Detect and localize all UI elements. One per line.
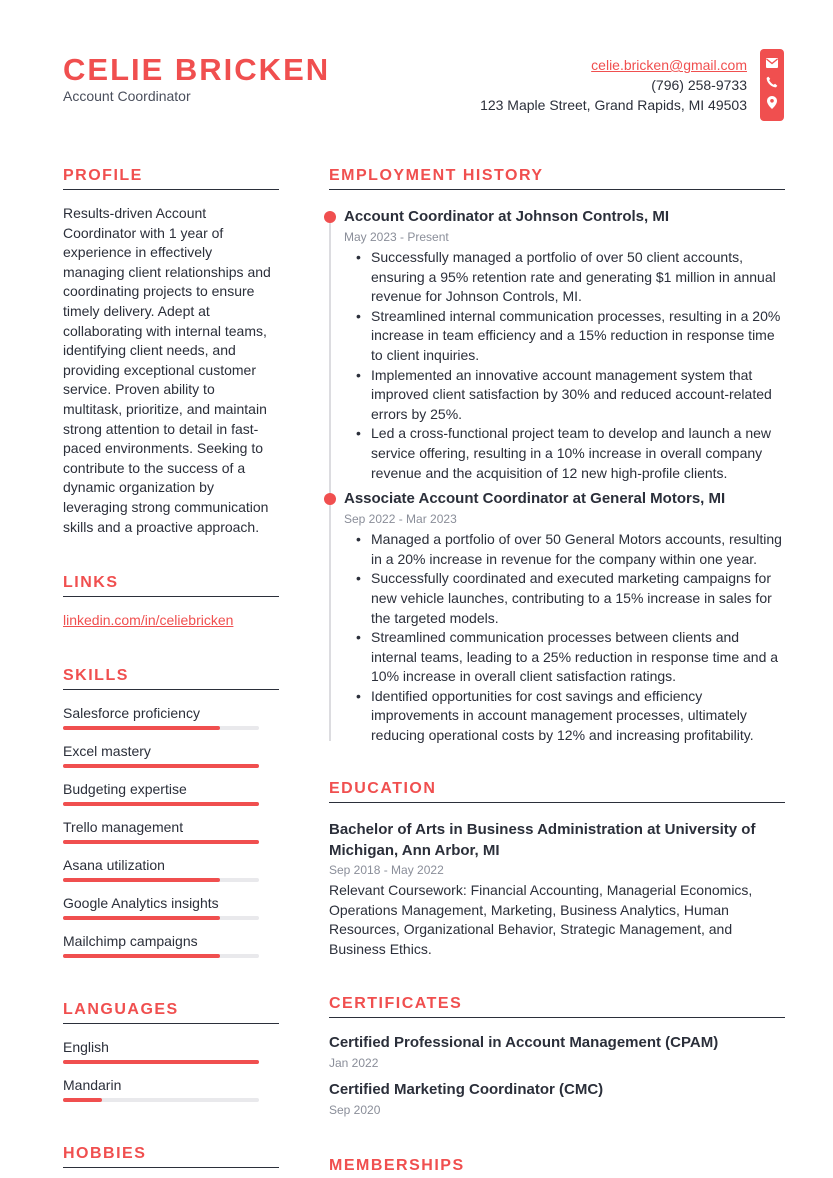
- skill-bar: [63, 878, 259, 882]
- job-title: Associate Account Coordinator at General Motors, MI: [344, 490, 726, 508]
- address: 123 Maple Street, Grand Rapids, MI 49503: [480, 97, 747, 113]
- skill-item: [63, 704, 279, 728]
- job-bullet: • Implemented an innovative account management system that improved client satisfaction by 30% and reduced account-related errors by 25%.: [344, 366, 785, 425]
- certificate-title: Certified Marketing Coordinator (CMC): [329, 1081, 604, 1098]
- languages-section: [63, 1001, 279, 1100]
- skill-bar: [63, 840, 259, 844]
- skill-bar-fill: [63, 840, 259, 844]
- job-bullets: [344, 248, 785, 483]
- job-bullet: • Led a cross-functional project team to develop and launch a new service offering, resulting in a 10% increase in overall company revenue and the acquisition of 12 new high-profile clients.: [344, 424, 785, 483]
- job-bullets: [344, 530, 785, 746]
- language-label: Mandarin: [63, 1077, 122, 1093]
- skill-bar-fill: [63, 878, 220, 882]
- language-bar-fill: [63, 1060, 259, 1064]
- links-heading: LINKS: [63, 574, 279, 597]
- degree-date: Sep 2018 - May 2022: [329, 863, 444, 877]
- memberships-heading: MEMBERSHIPS: [329, 1157, 465, 1174]
- job-bullet: • Identified opportunities for cost savings and efficiency improvements in account management processes, ultimately reducing operational costs by 12% and increasing profitability.: [344, 687, 785, 746]
- candidate-name: CELIE BRICKEN: [63, 52, 331, 87]
- language-bar: [63, 1098, 259, 1102]
- skills-heading: SKILLS: [63, 667, 279, 690]
- education-section: [329, 780, 785, 959]
- education-heading: EDUCATION: [329, 780, 785, 803]
- skill-item: [63, 742, 279, 766]
- links-section: [63, 574, 279, 628]
- skill-bar-fill: [63, 916, 220, 920]
- skill-bar: [63, 726, 259, 730]
- job-date: Sep 2022 - Mar 2023: [344, 512, 457, 527]
- employment-heading: EMPLOYMENT HISTORY: [329, 167, 785, 190]
- skill-bar: [63, 802, 259, 806]
- languages-heading: LANGUAGES: [63, 1001, 279, 1024]
- skill-bar-fill: [63, 954, 220, 958]
- employment-timeline: [329, 207, 785, 746]
- job-entry: [329, 489, 785, 746]
- profile-summary: Results-driven Account Coordinator with 1 year of experience in effectively managing client relationships and coordinating projects to ensure timely delivery. Adept at collaborating with internal teams, identifying client needs, and providing exceptional customer service. Proven ability to multitask, prioritize, and maintain strong attention to detail in fast-paced environments. Seeking to contribute to the success of a dynamic organization by leveraging strong communication skills and a proactive approach.: [63, 205, 271, 535]
- timeline-dot: [324, 211, 336, 223]
- skill-bar: [63, 764, 259, 768]
- skill-label: Excel mastery: [63, 743, 151, 759]
- linkedin-link[interactable]: linkedin.com/in/celiebricken: [63, 612, 234, 628]
- job-bullet: • Successfully coordinated and executed marketing campaigns for new vehicle launches, contributing to a 15% increase in sales for the targeted models.: [344, 569, 785, 628]
- hobbies-heading: HOBBIES: [63, 1145, 279, 1168]
- skill-item: [63, 932, 279, 956]
- skill-item: [63, 894, 279, 918]
- job-bullet: • Managed a portfolio of over 50 General Motors accounts, resulting in a 20% increase in revenue for the company within one year.: [344, 530, 785, 569]
- skill-label: Asana utilization: [63, 857, 165, 873]
- timeline-dot: [324, 493, 336, 505]
- hobbies-section: [63, 1145, 279, 1168]
- skill-bar-fill: [63, 802, 259, 806]
- phone-number: (796) 258-9733: [651, 77, 747, 93]
- skill-item: [63, 818, 279, 842]
- skill-item: [63, 856, 279, 880]
- certificate-date: Sep 2020: [329, 1103, 381, 1117]
- skill-bar: [63, 916, 259, 920]
- email-link[interactable]: celie.bricken@gmail.com: [591, 57, 747, 73]
- skill-label: Salesforce proficiency: [63, 705, 200, 721]
- left-column: [63, 167, 279, 1162]
- skills-section: [63, 667, 279, 956]
- skill-bar-fill: [63, 726, 220, 730]
- language-item: [63, 1076, 279, 1100]
- language-label: English: [63, 1039, 109, 1055]
- certificates-section: [329, 995, 785, 1119]
- certificate-item: [329, 1080, 785, 1119]
- envelope-icon: [760, 56, 784, 72]
- language-item: [63, 1038, 279, 1062]
- certificate-date: Jan 2022: [329, 1056, 379, 1070]
- job-title: Account Coordinator: [63, 88, 191, 104]
- language-bar: [63, 1060, 259, 1064]
- certificates-heading: CERTIFICATES: [329, 995, 785, 1018]
- skill-label: Trello management: [63, 819, 184, 835]
- right-column: [329, 167, 785, 1174]
- certificate-title: Certified Professional in Account Management (CPAM): [329, 1034, 719, 1051]
- job-bullet: • Successfully managed a portfolio of over 50 client accounts, ensuring a 95% retention rate and generating $1 million in annual revenue for Johnson Controls, MI.: [344, 248, 785, 307]
- phone-icon: [760, 76, 784, 92]
- job-bullet: • Streamlined communication processes between clients and internal teams, leading to a 25% reduction in response time and a 10% increase in overall client satisfaction ratings.: [344, 628, 785, 687]
- skill-label: Mailchimp campaigns: [63, 933, 198, 949]
- memberships-section: [329, 1157, 785, 1178]
- job-date: May 2023 - Present: [344, 230, 449, 244]
- contact-icon-bar: [760, 49, 784, 121]
- job-bullet: • Streamlined internal communication processes, resulting in a 20% increase in team efficiency and a 15% reduction in response time to client inquiries.: [344, 307, 785, 366]
- skill-bar: [63, 954, 259, 958]
- job-entry: [329, 207, 785, 483]
- job-title: Account Coordinator at Johnson Controls, MI: [344, 208, 669, 225]
- skill-label: Budgeting expertise: [63, 781, 187, 797]
- degree-description: Relevant Coursework: Financial Accounting, Managerial Economics, Operations Management, Marketing, Business Analytics, Human Resources, Organizational Behavior, Strategic Management, and Business Ethics.: [329, 882, 753, 957]
- location-pin-icon: [760, 96, 784, 113]
- language-bar-fill: [63, 1098, 102, 1102]
- skill-bar-fill: [63, 764, 259, 768]
- degree-title: Bachelor of Arts in Business Administration at University of Michigan, Ann Arbor, MI: [329, 821, 756, 859]
- profile-heading: PROFILE: [63, 167, 279, 190]
- skill-label: Google Analytics insights: [63, 895, 219, 911]
- certificate-item: [329, 1033, 785, 1072]
- skill-item: [63, 780, 279, 804]
- contact-block: [480, 55, 747, 115]
